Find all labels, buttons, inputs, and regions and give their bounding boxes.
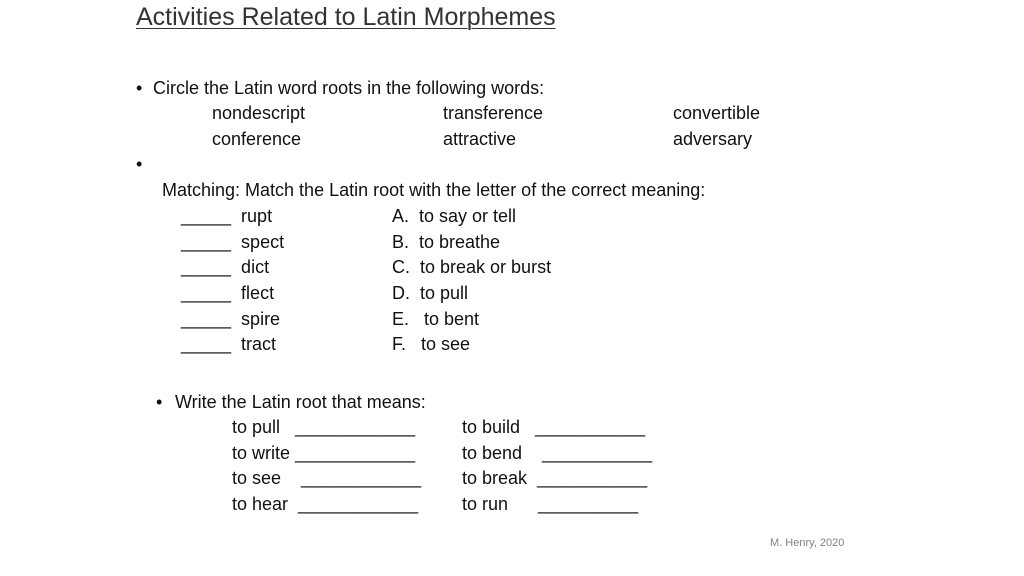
root-item: _____ dict [181,257,270,277]
write-root-prompt: to hear ____________ [232,494,419,514]
meaning-item: D. to pull [392,283,469,303]
write-root-instruction: Write the Latin root that means: [175,392,426,412]
word-item: conference [212,129,302,149]
word-item: convertible [673,103,761,123]
write-root-prompt: to see ____________ [232,468,422,488]
matching-instruction: Matching: Match the Latin root with the letter of the correct meaning: [162,180,706,200]
word-item: transference [443,103,544,123]
bullet-marker: • [156,392,163,412]
meaning-item: B. to breathe [392,232,501,252]
page-title: Activities Related to Latin Morphemes [136,3,556,31]
circle-roots-instruction: Circle the Latin word roots in the following words: [153,78,545,98]
word-item: attractive [443,129,517,149]
meaning-item: F. to see [392,334,471,354]
write-root-prompt: to pull ____________ [232,417,416,437]
root-item: _____ rupt [181,206,273,226]
word-item: nondescript [212,103,306,123]
root-item: _____ spect [181,232,285,252]
meaning-item: A. to say or tell [392,206,517,226]
write-root-prompt: to build ___________ [462,417,646,437]
write-root-prompt: to write ____________ [232,443,416,463]
bullet-marker: • [136,154,143,174]
root-item: _____ tract [181,334,277,354]
meaning-item: C. to break or burst [392,257,552,277]
root-item: _____ flect [181,283,275,303]
write-root-prompt: to run __________ [462,494,639,514]
write-root-prompt: to bend ___________ [462,443,653,463]
write-root-prompt: to break ___________ [462,468,648,488]
word-item: adversary [673,129,753,149]
bullet-marker: • [136,78,143,98]
root-item: _____ spire [181,309,281,329]
meaning-item: E. to bent [392,309,480,329]
footer-credit: M. Henry, 2020 [770,537,845,549]
